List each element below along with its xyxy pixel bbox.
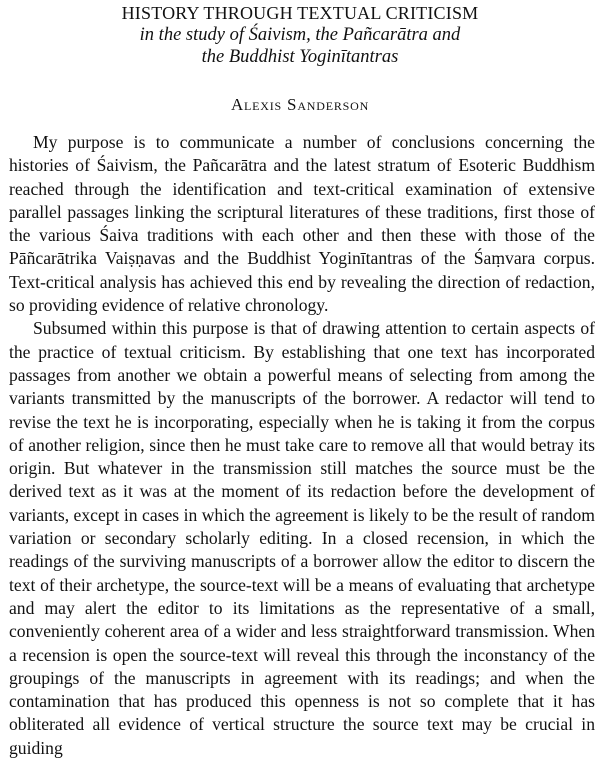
author-name: Alexis Sanderson — [230, 95, 370, 114]
paragraph-1: My purpose is to communicate a number of conclusions concerning the histories of Śaivism, the Pañcarātra and the latest stratum of Esoteric Buddhism reached through the identification and text-critical examination of extensive parallel passages linking the scriptural literatures of these traditions, first those of the various Śaiva traditions with each other and then these with those of the Pāñcarātrika Vaiṣṇavas and the Buddhist Yoginītantras of the Śaṃvara corpus. Text-critical analysis has achieved this end by revealing the direction of redaction, so providing evidence of relative chronology. — [9, 132, 595, 316]
body-text — [9, 131, 595, 760]
paper-subtitle-line-1: in the study of Śaivism, the Pañcarātra and — [139, 25, 461, 45]
paper-title: HISTORY THROUGH TEXTUAL CRITICISM — [121, 3, 479, 23]
title-block — [20, 2, 580, 68]
paragraph-2: Subsumed within this purpose is that of drawing attention to certain aspects of the practice of textual criticism. By establishing that one text has incorporated passages from another we obtain a powerful means of selecting from among the variants transmitted by the manuscripts of the borrower. A redactor will tend to revise the text he is incorporating, especially when he is taking it from the corpus of another religion, since then he must take care to remove all that would betray its origin. But whatever in the transmission still matches the source must be the derived text as it was at the moment of its redaction before the development of variants, except in cases in which the agreement is likely to be the result of random variation or secondary scholarly editing. In a closed recension, in which the readings of the surviving manuscripts of a borrower allow the editor to discern the text of their archetype, the source-text will be a means of evaluating that archetype and may alert the editor to its limitations as the representative of a small, conveniently coherent area of a wider and less straightforward transmission. When a recension is open the source-text will reveal this through the inconstancy of the groupings of the manuscripts in agreement with its readings; and when the contamination that has produced this openness is not so complete that it has obliterated all evidence of vertical structure the source text may be crucial in guiding — [9, 318, 595, 758]
paper-subtitle-line-2: the Buddhist Yoginītantras — [201, 47, 399, 67]
